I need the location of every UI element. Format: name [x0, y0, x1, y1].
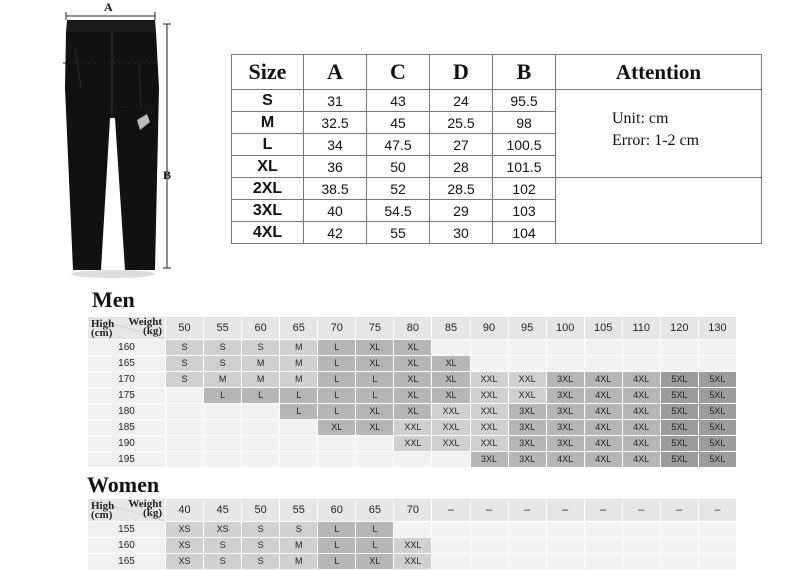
recommended-size-cell: 4XL: [584, 404, 622, 420]
dim-label-c: C: [99, 54, 108, 68]
recommended-size-cell: L: [356, 538, 394, 554]
weight-value: –: [432, 499, 470, 522]
recommended-size-cell: 3XL: [508, 404, 546, 420]
unit-note: Unit: cm: [612, 110, 669, 127]
recommended-size-cell: [584, 356, 622, 372]
recommended-size-cell: [242, 452, 280, 468]
recommended-size-cell: [698, 522, 736, 538]
measurement-cell: 28: [430, 156, 493, 178]
recommended-size-cell: [546, 522, 584, 538]
measurement-cell: 31: [304, 90, 367, 112]
recommended-size-cell: [470, 522, 508, 538]
recommended-size-cell: S: [204, 554, 242, 570]
recommended-size-cell: [432, 554, 470, 570]
weight-value: 55: [204, 317, 242, 340]
dimension-lines: [55, 0, 190, 280]
recommended-size-cell: XXL: [432, 420, 470, 436]
size-label: XL: [232, 156, 304, 178]
recommended-size-cell: 3XL: [508, 436, 546, 452]
measurement-cell: 101.5: [493, 156, 556, 178]
recommended-size-cell: [470, 538, 508, 554]
recommended-size-cell: 4XL: [622, 388, 660, 404]
recommended-size-cell: 3XL: [508, 420, 546, 436]
height-value: 180: [88, 404, 166, 420]
recommended-size-cell: [508, 522, 546, 538]
recommended-size-cell: XL: [432, 372, 470, 388]
dim-label-a: A: [104, 0, 113, 14]
recommended-size-cell: XS: [166, 554, 204, 570]
recommended-size-cell: M: [280, 538, 318, 554]
recommended-size-cell: [508, 538, 546, 554]
recommended-size-cell: [622, 356, 660, 372]
height-value: 170: [88, 372, 166, 388]
height-label: High: [91, 500, 115, 512]
men-corner-cell: [88, 317, 166, 340]
men-title: Men: [92, 287, 135, 312]
measurement-cell: 98: [493, 112, 556, 134]
size-label: L: [232, 134, 304, 156]
recommended-size-cell: 4XL: [546, 452, 584, 468]
women-size-chart: [87, 498, 737, 570]
size-row: [232, 178, 762, 200]
height-value: 190: [88, 436, 166, 452]
recommended-size-cell: 3XL: [546, 420, 584, 436]
men-height-row: [88, 436, 737, 452]
recommended-size-cell: [166, 420, 204, 436]
height-unit: (cm): [91, 509, 113, 521]
weight-label: Weight: [128, 498, 162, 510]
recommended-size-cell: 3XL: [470, 452, 508, 468]
recommended-size-cell: 5XL: [698, 452, 736, 468]
recommended-size-cell: XL: [356, 356, 394, 372]
recommended-size-cell: [508, 340, 546, 356]
recommended-size-cell: L: [318, 522, 356, 538]
recommended-size-cell: S: [242, 522, 280, 538]
weight-value: 100: [546, 317, 584, 340]
measurement-cell: 38.5: [304, 178, 367, 200]
women-title: Women: [87, 472, 160, 497]
recommended-size-cell: 5XL: [698, 372, 736, 388]
women-weight-axis-label: [128, 500, 162, 518]
recommended-size-cell: [546, 356, 584, 372]
recommended-size-cell: 4XL: [584, 420, 622, 436]
recommended-size-cell: XL: [432, 356, 470, 372]
recommended-size-cell: L: [356, 388, 394, 404]
recommended-size-cell: L: [318, 356, 356, 372]
measurement-cell: 103: [493, 200, 556, 222]
header-b: B: [493, 55, 556, 90]
recommended-size-cell: [318, 452, 356, 468]
women-height-axis-label: [91, 502, 114, 520]
height-value: 165: [88, 356, 166, 372]
men-weight-axis-label: [128, 318, 162, 336]
recommended-size-cell: 4XL: [622, 372, 660, 388]
recommended-size-cell: S: [166, 372, 204, 388]
height-value: 160: [88, 538, 166, 554]
recommended-size-cell: S: [204, 340, 242, 356]
recommended-size-cell: [432, 340, 470, 356]
recommended-size-cell: XL: [394, 372, 432, 388]
women-height-row: [88, 538, 737, 554]
recommended-size-cell: XL: [356, 554, 394, 570]
recommended-size-cell: L: [204, 388, 242, 404]
recommended-size-cell: [356, 452, 394, 468]
recommended-size-cell: M: [242, 372, 280, 388]
recommended-size-cell: XL: [356, 340, 394, 356]
recommended-size-cell: [242, 420, 280, 436]
recommended-size-cell: XL: [394, 404, 432, 420]
recommended-size-cell: 5XL: [698, 420, 736, 436]
recommended-size-cell: XS: [204, 522, 242, 538]
recommended-size-cell: XXL: [470, 436, 508, 452]
recommended-size-cell: S: [166, 340, 204, 356]
recommended-size-cell: 4XL: [622, 436, 660, 452]
recommended-size-cell: [622, 554, 660, 570]
recommended-size-cell: L: [242, 388, 280, 404]
measurement-cell: 29: [430, 200, 493, 222]
measurement-cell: 52: [367, 178, 430, 200]
recommended-size-cell: 4XL: [584, 388, 622, 404]
women-corner-cell: [88, 499, 166, 522]
recommended-size-cell: 4XL: [584, 452, 622, 468]
weight-value: 60: [318, 499, 356, 522]
recommended-size-cell: 5XL: [660, 404, 698, 420]
recommended-size-cell: [394, 452, 432, 468]
weight-label: Weight: [128, 316, 162, 328]
measurement-cell: 102: [493, 178, 556, 200]
recommended-size-cell: 4XL: [622, 420, 660, 436]
recommended-size-cell: M: [280, 340, 318, 356]
weight-value: 105: [584, 317, 622, 340]
recommended-size-cell: XXL: [470, 388, 508, 404]
height-value: 175: [88, 388, 166, 404]
height-label: High: [91, 318, 115, 330]
women-height-row: [88, 522, 737, 538]
weight-value: 85: [432, 317, 470, 340]
recommended-size-cell: [280, 436, 318, 452]
recommended-size-cell: XS: [166, 538, 204, 554]
recommended-size-cell: L: [356, 522, 394, 538]
recommended-size-cell: XL: [318, 420, 356, 436]
recommended-size-cell: M: [242, 356, 280, 372]
recommended-size-cell: L: [356, 372, 394, 388]
recommended-size-cell: XL: [394, 356, 432, 372]
weight-value: 80: [394, 317, 432, 340]
recommended-size-cell: 3XL: [508, 452, 546, 468]
recommended-size-cell: L: [318, 404, 356, 420]
recommended-size-cell: M: [280, 372, 318, 388]
recommended-size-cell: [166, 404, 204, 420]
height-value: 155: [88, 522, 166, 538]
recommended-size-cell: M: [280, 356, 318, 372]
recommended-size-cell: 5XL: [660, 452, 698, 468]
recommended-size-cell: S: [242, 538, 280, 554]
weight-value: 50: [242, 499, 280, 522]
weight-value: 75: [356, 317, 394, 340]
recommended-size-cell: XL: [356, 420, 394, 436]
recommended-size-cell: [470, 554, 508, 570]
men-height-row: [88, 340, 737, 356]
weight-value: 50: [166, 317, 204, 340]
recommended-size-cell: [660, 538, 698, 554]
recommended-size-cell: 5XL: [698, 404, 736, 420]
recommended-size-cell: XL: [432, 388, 470, 404]
recommended-size-cell: S: [280, 522, 318, 538]
height-value: 185: [88, 420, 166, 436]
recommended-size-cell: [470, 356, 508, 372]
measurement-cell: 45: [367, 112, 430, 134]
weight-value: –: [508, 499, 546, 522]
measurement-cell: 34: [304, 134, 367, 156]
women-height-row: [88, 554, 737, 570]
measurement-cell: 50: [367, 156, 430, 178]
size-label: 3XL: [232, 200, 304, 222]
recommended-size-cell: XL: [394, 388, 432, 404]
weight-value: 45: [204, 499, 242, 522]
measurement-cell: 24: [430, 90, 493, 112]
recommended-size-cell: S: [204, 538, 242, 554]
header-d: D: [430, 55, 493, 90]
recommended-size-cell: 5XL: [660, 420, 698, 436]
recommended-size-cell: [622, 522, 660, 538]
recommended-size-cell: 5XL: [698, 436, 736, 452]
recommended-size-cell: [698, 538, 736, 554]
recommended-size-cell: XXL: [508, 388, 546, 404]
recommended-size-cell: XXL: [508, 372, 546, 388]
recommended-size-cell: [584, 522, 622, 538]
weight-value: –: [546, 499, 584, 522]
measurement-cell: 32.5: [304, 112, 367, 134]
recommended-size-cell: [660, 356, 698, 372]
recommended-size-cell: [546, 554, 584, 570]
height-value: 165: [88, 554, 166, 570]
weight-value: 110: [622, 317, 660, 340]
recommended-size-cell: S: [166, 356, 204, 372]
recommended-size-cell: [204, 404, 242, 420]
header-c: C: [367, 55, 430, 90]
dim-label-d: D: [126, 99, 135, 113]
weight-value: 90: [470, 317, 508, 340]
weight-value: –: [470, 499, 508, 522]
measurement-cell: 28.5: [430, 178, 493, 200]
weight-unit: (kg): [143, 507, 162, 519]
weight-value: 70: [318, 317, 356, 340]
recommended-size-cell: 3XL: [546, 436, 584, 452]
recommended-size-cell: [546, 340, 584, 356]
women-weight-header: [88, 499, 737, 522]
men-height-row: [88, 404, 737, 420]
men-height-row: [88, 356, 737, 372]
recommended-size-cell: 3XL: [546, 404, 584, 420]
weight-value: 40: [166, 499, 204, 522]
weight-value: –: [698, 499, 736, 522]
weight-value: 65: [356, 499, 394, 522]
recommended-size-cell: [432, 452, 470, 468]
weight-value: 120: [660, 317, 698, 340]
recommended-size-cell: [470, 340, 508, 356]
men-height-row: [88, 420, 737, 436]
recommended-size-cell: [432, 522, 470, 538]
recommended-size-cell: [698, 340, 736, 356]
measurement-cell: 27: [430, 134, 493, 156]
recommended-size-cell: XXL: [394, 436, 432, 452]
recommended-size-cell: [508, 554, 546, 570]
recommended-size-cell: 4XL: [622, 452, 660, 468]
recommended-size-cell: [394, 522, 432, 538]
error-note: Error: 1-2 cm: [612, 132, 700, 149]
recommended-size-cell: L: [318, 554, 356, 570]
recommended-size-cell: [204, 436, 242, 452]
recommended-size-cell: 4XL: [584, 372, 622, 388]
recommended-size-cell: [508, 356, 546, 372]
measurement-cell: 55: [367, 222, 430, 244]
recommended-size-cell: 3XL: [546, 372, 584, 388]
recommended-size-cell: L: [280, 404, 318, 420]
recommended-size-cell: L: [318, 388, 356, 404]
recommended-size-cell: [280, 420, 318, 436]
measurement-cell: 43: [367, 90, 430, 112]
size-table-header: [232, 55, 762, 90]
weight-value: 60: [242, 317, 280, 340]
recommended-size-cell: S: [204, 356, 242, 372]
recommended-size-cell: XS: [166, 522, 204, 538]
measurement-cell: 30: [430, 222, 493, 244]
men-height-row: [88, 388, 737, 404]
recommended-size-cell: [660, 554, 698, 570]
recommended-size-cell: 5XL: [660, 436, 698, 452]
recommended-size-cell: [280, 452, 318, 468]
recommended-size-cell: XXL: [432, 436, 470, 452]
height-value: 195: [88, 452, 166, 468]
recommended-size-cell: [622, 538, 660, 554]
recommended-size-cell: XXL: [470, 404, 508, 420]
recommended-size-cell: 4XL: [622, 404, 660, 420]
recommended-size-cell: XXL: [394, 554, 432, 570]
recommended-size-cell: [660, 522, 698, 538]
recommended-size-cell: [318, 436, 356, 452]
recommended-size-cell: [432, 538, 470, 554]
measurement-cell: 54.5: [367, 200, 430, 222]
weight-unit: (kg): [143, 325, 162, 337]
height-value: 160: [88, 340, 166, 356]
recommended-size-cell: [356, 436, 394, 452]
recommended-size-cell: M: [204, 372, 242, 388]
men-height-row: [88, 452, 737, 468]
recommended-size-cell: 5XL: [698, 388, 736, 404]
recommended-size-cell: [584, 538, 622, 554]
recommended-size-cell: [584, 340, 622, 356]
recommended-size-cell: L: [318, 538, 356, 554]
men-weight-header: [88, 317, 737, 340]
recommended-size-cell: [166, 388, 204, 404]
recommended-size-cell: [242, 436, 280, 452]
recommended-size-cell: L: [280, 388, 318, 404]
recommended-size-cell: [204, 420, 242, 436]
recommended-size-cell: S: [242, 340, 280, 356]
weight-value: –: [584, 499, 622, 522]
recommended-size-cell: [546, 538, 584, 554]
recommended-size-cell: [622, 340, 660, 356]
recommended-size-cell: XXL: [394, 420, 432, 436]
measurement-cell: 42: [304, 222, 367, 244]
recommended-size-cell: XL: [356, 404, 394, 420]
recommended-size-cell: XXL: [470, 372, 508, 388]
attention-blank: [556, 178, 762, 244]
size-measurement-table: [231, 54, 762, 244]
recommended-size-cell: 3XL: [546, 388, 584, 404]
recommended-size-cell: [204, 452, 242, 468]
size-row: [232, 90, 762, 112]
attention-note: [556, 90, 762, 178]
recommended-size-cell: M: [280, 554, 318, 570]
measurement-cell: 47.5: [367, 134, 430, 156]
header-attention: Attention: [556, 55, 762, 90]
recommended-size-cell: XL: [394, 340, 432, 356]
size-label: 4XL: [232, 222, 304, 244]
recommended-size-cell: L: [318, 340, 356, 356]
header-a: A: [304, 55, 367, 90]
recommended-size-cell: [660, 340, 698, 356]
height-unit: (cm): [91, 327, 113, 339]
weight-value: –: [622, 499, 660, 522]
recommended-size-cell: [242, 404, 280, 420]
measurement-cell: 36: [304, 156, 367, 178]
recommended-size-cell: 5XL: [660, 372, 698, 388]
measurement-cell: 40: [304, 200, 367, 222]
men-height-row: [88, 372, 737, 388]
recommended-size-cell: 4XL: [584, 436, 622, 452]
size-label: 2XL: [232, 178, 304, 200]
recommended-size-cell: [166, 452, 204, 468]
recommended-size-cell: XXL: [432, 404, 470, 420]
recommended-size-cell: [698, 554, 736, 570]
size-label: S: [232, 90, 304, 112]
recommended-size-cell: XXL: [470, 420, 508, 436]
recommended-size-cell: [166, 436, 204, 452]
measurement-cell: 100.5: [493, 134, 556, 156]
weight-value: 65: [280, 317, 318, 340]
recommended-size-cell: S: [242, 554, 280, 570]
recommended-size-cell: [584, 554, 622, 570]
men-size-chart: [87, 316, 737, 468]
dim-label-b: B: [163, 168, 172, 182]
measurement-cell: 104: [493, 222, 556, 244]
weight-value: 70: [394, 499, 432, 522]
weight-value: 55: [280, 499, 318, 522]
weight-value: 130: [698, 317, 736, 340]
measurement-cell: 25.5: [430, 112, 493, 134]
measurement-cell: 95.5: [493, 90, 556, 112]
header-size: Size: [232, 55, 304, 90]
recommended-size-cell: XXL: [394, 538, 432, 554]
men-height-axis-label: [91, 320, 114, 338]
recommended-size-cell: 5XL: [660, 388, 698, 404]
weight-value: –: [660, 499, 698, 522]
recommended-size-cell: L: [318, 372, 356, 388]
recommended-size-cell: [698, 356, 736, 372]
size-label: M: [232, 112, 304, 134]
weight-value: 95: [508, 317, 546, 340]
